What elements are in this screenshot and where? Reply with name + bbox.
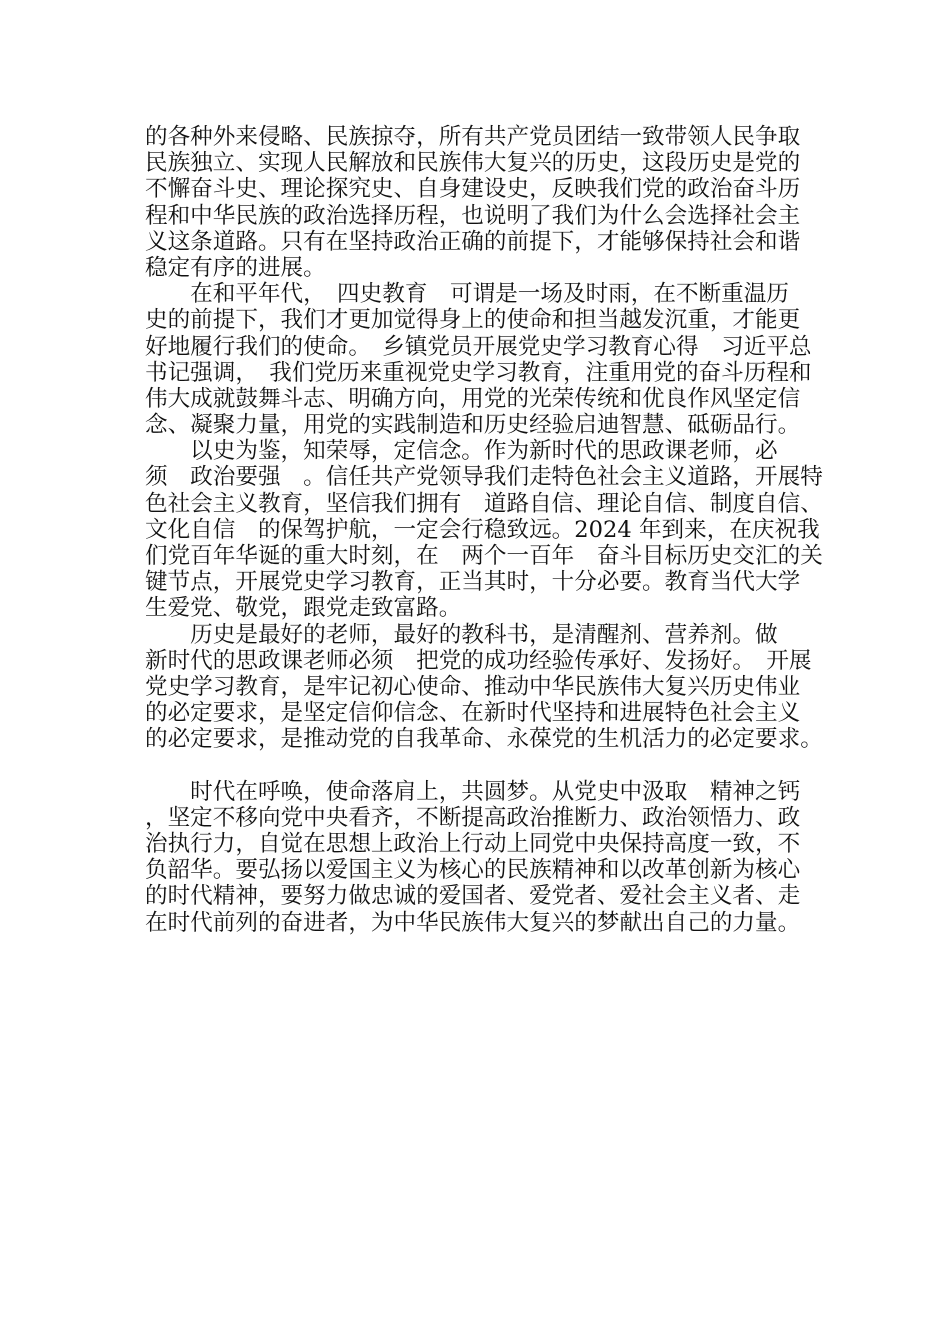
text-line: 的必定要求，是推动党的自我革命、永葆党的生机活力的必定要求。	[145, 726, 823, 753]
text-line: 在和平年代， 四史教育 可谓是一场及时雨，在不断重温历	[145, 281, 789, 308]
text-line: 时代在呼唤，使命落肩上，共圆梦。从党史中汲取 精神之钙	[145, 778, 801, 805]
text-line: 史的前提下，我们才更加觉得身上的使命和担当越发沉重，才能更	[145, 307, 801, 334]
text-line: 的时代精神，要努力做忠诚的爱国者、爱党者、爱社会主义者、走	[145, 883, 801, 910]
text-line: 的各种外来侵略、民族掠夺，所有共产党员团结一致带领人民争取	[145, 124, 801, 150]
text-line: 色社会主义教育，坚信我们拥有 道路自信、理论自信、制度自信、	[145, 490, 823, 517]
text-line: 键节点，开展党史学习教育，正当其时，十分必要。教育当代大学	[145, 569, 801, 596]
text-line: 党史学习教育，是牢记初心使命、推动中华民族伟大复兴历史伟业	[145, 673, 801, 700]
text-line: 念、凝聚力量，用党的实践制造和历史经验启迪智慧、砥砺品行。	[145, 412, 801, 439]
text-line: 稳定有序的进展。	[145, 254, 326, 281]
text-line: 义这条道路。只有在坚持政治正确的前提下，才能够保持社会和谐	[145, 228, 801, 255]
text-line: 历史是最好的老师，最好的教科书，是清醒剂、营养剂。做	[145, 621, 778, 648]
text-line: 以史为鉴，知荣辱，定信念。作为新时代的思政课老师，必	[145, 438, 778, 465]
text-line: 们党百年华诞的重大时刻，在 两个一百年 奋斗目标历史交汇的关	[145, 543, 823, 569]
text-line: 的必定要求，是坚定信仰信念、在新时代坚持和进展特色社会主义	[145, 700, 801, 727]
blank-line	[145, 753, 835, 779]
text-line: 书记强调， 我们党历来重视党史学习教育，注重用党的奋斗历程和	[145, 359, 812, 386]
text-line: 程和中华民族的政治选择历程，也说明了我们为什么会选择社会主	[145, 202, 801, 229]
document-body	[145, 124, 835, 936]
text-line: 治执行力，自觉在思想上政治上行动上同党中央保持高度一致，不	[145, 831, 801, 858]
text-line: 民族独立、实现人民解放和民族伟大复兴的历史，这段历史是党的	[145, 150, 801, 177]
text-line: 好地履行我们的使命。 乡镇党员开展党史学习教育心得 习近平总	[145, 333, 812, 360]
text-line: 新时代的思政课老师必须 把党的成功经验传承好、发扬好。 开展	[145, 647, 812, 674]
text-line: 文化自信 的保驾护航，一定会行稳致远。2024 年到来，在庆祝我	[145, 516, 820, 543]
text-line: 在时代前列的奋进者，为中华民族伟大复兴的梦献出自己的力量。	[145, 909, 801, 936]
text-line: 须 政治要强 。信任共产党领导我们走特色社会主义道路，开展特	[145, 464, 823, 491]
text-line: 生爱党、敬党，跟党走致富路。	[145, 595, 462, 622]
text-line: ，坚定不移向党中央看齐，不断提高政治推断力、政治领悟力、政	[145, 804, 801, 831]
text-line: 伟大成就鼓舞斗志、明确方向，用党的光荣传统和优良作风坚定信	[145, 385, 801, 412]
text-line: 负韶华。要弘扬以爱国主义为核心的民族精神和以改革创新为核心	[145, 857, 801, 884]
text-line: 不懈奋斗史、理论探究史、自身建设史，反映我们党的政治奋斗历	[145, 176, 801, 203]
